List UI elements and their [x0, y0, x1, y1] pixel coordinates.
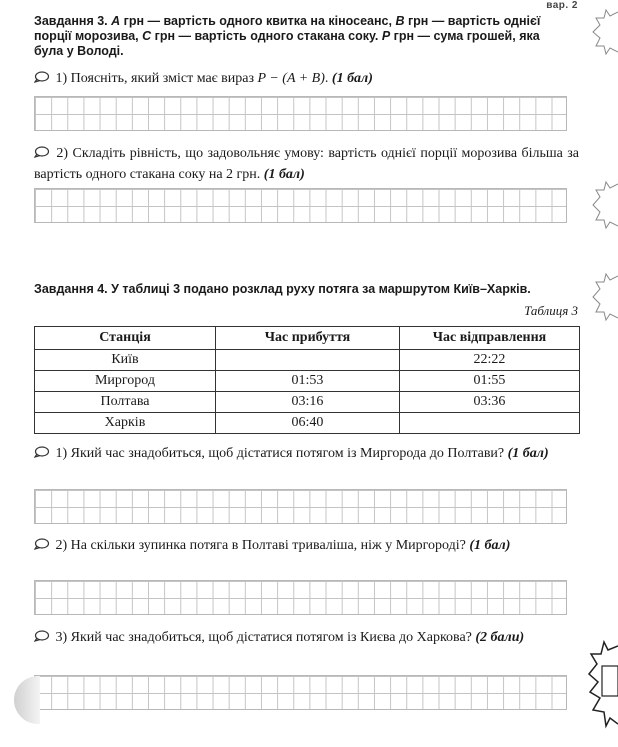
points-label: (1 бал)	[507, 446, 549, 461]
table-cell: Київ	[35, 350, 216, 371]
question-number: 3)	[55, 630, 68, 645]
task3-line2-a: порції морозива,	[34, 29, 143, 43]
task3-line2-e: грн — сума грошей, яка	[390, 29, 540, 43]
task3-line2-c: грн — вартість одного стакана соку.	[151, 29, 382, 43]
task4-intro: У таблиці 3 подано розклад руху потяга за маршрутом Київ–Харків.	[107, 282, 531, 296]
table-caption: Таблиця 3	[524, 303, 578, 318]
table-cell: 03:36	[400, 392, 580, 413]
table-row	[35, 413, 580, 434]
task3-question-2	[34, 143, 579, 185]
var-p: P	[381, 29, 391, 43]
answer-grid[interactable]	[34, 580, 567, 615]
question-text-end: .	[324, 71, 332, 86]
task4-question-2	[34, 535, 579, 556]
task3-heading: Завдання 3.	[34, 14, 108, 28]
column-header: Час прибуття	[216, 327, 400, 350]
table-cell: 06:40	[216, 413, 400, 434]
points-label: (2 бали)	[475, 630, 525, 645]
schedule-table	[34, 326, 580, 434]
question-text: Який час знадобиться, щоб дістатися потягом із Миргорода до Полтави?	[70, 446, 508, 461]
points-label: (1 бал)	[331, 71, 373, 86]
speech-bubble-icon	[34, 538, 50, 550]
speech-bubble-icon	[34, 446, 50, 458]
answer-grid[interactable]	[34, 675, 567, 710]
column-header: Час відправлення	[400, 327, 580, 350]
page-curl-shadow	[14, 676, 40, 724]
table-cell: 22:22	[400, 350, 580, 371]
answer-grid[interactable]	[34, 188, 567, 223]
speech-bubble-icon	[34, 630, 50, 642]
task3-statement	[34, 14, 582, 59]
table-header-row	[35, 327, 580, 350]
table-cell	[400, 413, 580, 434]
table-cell: Полтава	[35, 392, 216, 413]
task3-question-1	[34, 68, 579, 89]
points-badge-icon	[588, 640, 618, 730]
task4-heading: Завдання 4.	[34, 282, 108, 296]
question-text: На скільки зупинка потяга в Полтаві триваліша, ніж у Миргороді?	[70, 538, 470, 553]
speech-bubble-icon	[34, 146, 50, 158]
var-a: A	[111, 14, 121, 28]
page-corner-label: вар. 2	[546, 0, 578, 11]
question-text: Який час знадобиться, щоб дістатися потягом із Києва до Харкова?	[70, 630, 476, 645]
task4-question-3	[34, 627, 579, 648]
table-row	[35, 371, 580, 392]
points-badge-icon	[592, 180, 618, 230]
table-row	[35, 350, 580, 371]
table-cell: 01:55	[400, 371, 580, 392]
question-number: 1)	[55, 71, 68, 86]
points-badge-icon	[592, 8, 618, 56]
task3-line1-d: грн — вартість однієї	[404, 14, 541, 28]
points-label: (1 бал)	[263, 167, 305, 182]
task3-line3: була у Володі.	[34, 44, 124, 58]
var-c: C	[142, 29, 152, 43]
table-cell	[216, 350, 400, 371]
table-cell: Харків	[35, 413, 216, 434]
table-row	[35, 392, 580, 413]
answer-grid[interactable]	[34, 489, 567, 524]
points-label: (1 бал)	[469, 538, 511, 553]
task4-question-1	[34, 443, 579, 464]
speech-bubble-icon	[34, 71, 50, 83]
var-b: B	[395, 14, 405, 28]
column-header: Станція	[35, 327, 216, 350]
points-badge-icon	[592, 272, 618, 322]
question-text: Поясніть, який зміст має вираз	[70, 71, 258, 86]
table-cell: 03:16	[216, 392, 400, 413]
task3-line1-b: грн — вартість одного квитка на кіносеанс,	[120, 14, 396, 28]
question-number: 1)	[55, 446, 68, 461]
question-number: 2)	[56, 146, 69, 161]
table-cell: 01:53	[216, 371, 400, 392]
question-number: 2)	[55, 538, 68, 553]
task4-statement	[34, 282, 582, 297]
question-expression: P − (A + B)	[257, 71, 325, 86]
table-cell: Миргород	[35, 371, 216, 392]
question-text: Складіть рівність, що задовольняє умову: вартість однієї порції морозива більша за вартість одного стакана соку на 2 грн.	[34, 146, 580, 182]
answer-grid[interactable]	[34, 96, 567, 131]
